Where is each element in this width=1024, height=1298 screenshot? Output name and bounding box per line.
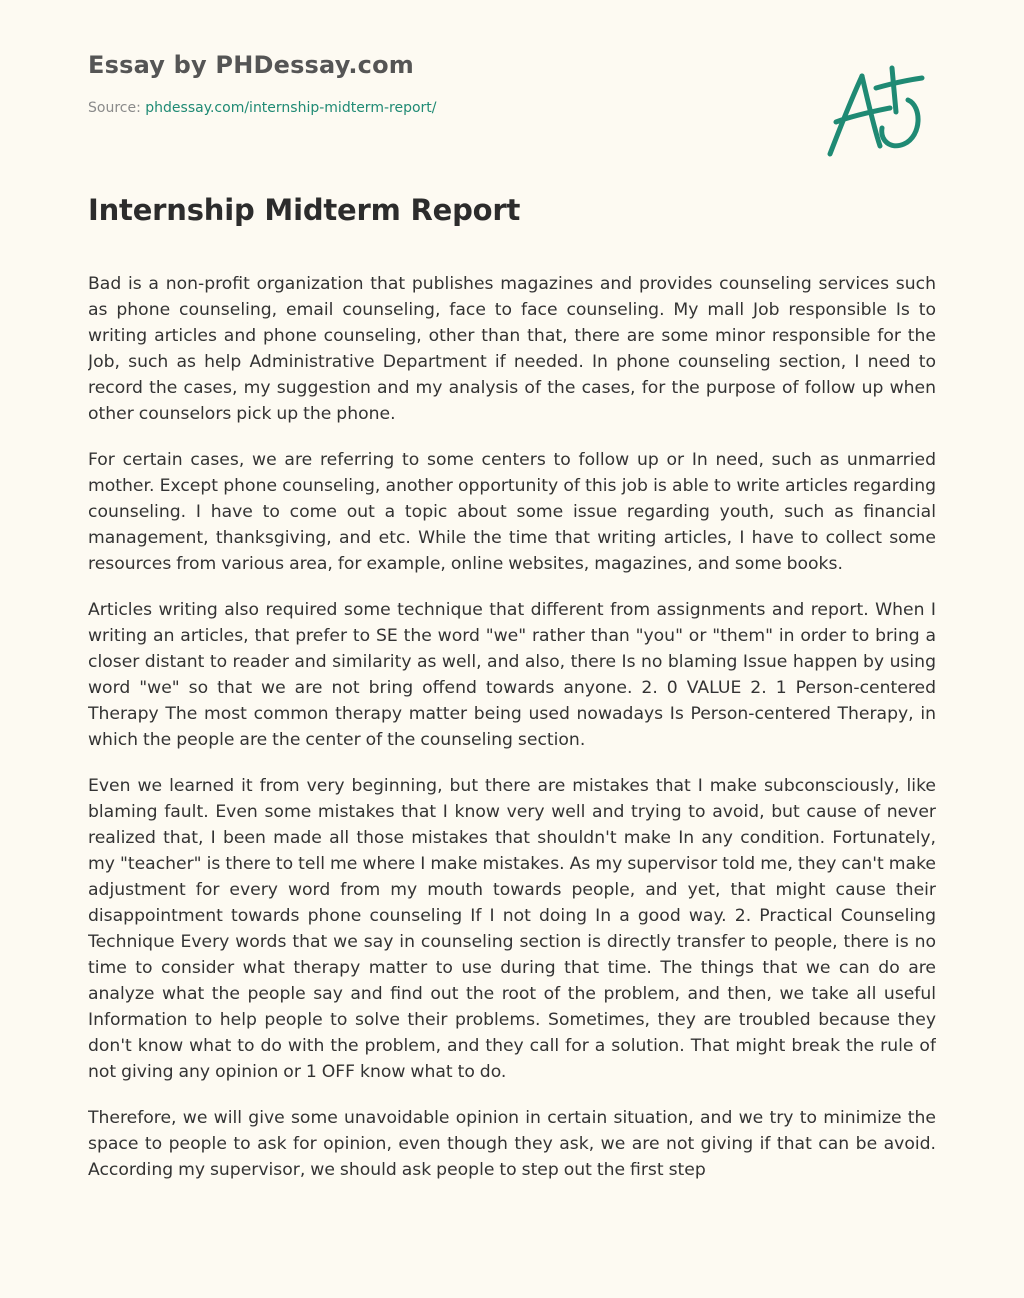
a-plus-logo-icon bbox=[818, 62, 938, 162]
paragraph-4: Even we learned it from very beginning, but there are mistakes that I make subconsciously, like blaming fault. Even some mistakes that I know very well and trying to avoid, but cause of never realized that, I been made all those mistakes that shouldn't make In any condition. Fortunately, my "teacher" is there to tell me where I make mistakes. As my supervisor told me, they can't make adjustment for every word from my mouth towards people, and yet, that might cause their disappointment towards phone counseling If I not doing In a good way. 2. Practical Counseling Technique Every words that we say in counseling section is directly transfer to people, there is no time to consider what therapy matter to use during that time. The things that we can do are analyze what the people say and find out the root of the problem, and then, we take all useful Information to help people to solve their problems. Sometimes, they are troubled because they don't know what to do with the problem, and they call for a solution. That might break the rule of not giving any opinion or 1 OFF know what to do. bbox=[88, 776, 936, 1082]
essay-body bbox=[88, 271, 936, 1251]
paragraph-1: Bad is a non-profit organization that publishes magazines and provides counseling services such as phone counseling, email counseling, face to face counseling. My mall Job responsible Is to writing articles and phone counseling, other than that, there are some minor responsible for the Job, such as help Administrative Department if needed. In phone counseling section, I need to record the cases, my suggestion and my analysis of the cases, for the purpose of follow up when other counselors pick up the phone. bbox=[88, 274, 936, 424]
essay-title: Internship Midterm Report bbox=[88, 193, 521, 227]
source-label: Source: bbox=[88, 100, 146, 116]
paragraph-3: Articles writing also required some technique that different from assignments and report. When I writing an articles, that prefer to SE the word "we" rather than "you" or "them" in order to bring a closer distant to reader and similarity as well, and also, there Is no blaming Issue happen by using word "we" so that we are not bring offend towards anyone. 2. 0 VALUE 2. 1 Person-centered Therapy The most common therapy matter being used nowadays Is Person-centered Therapy, in which the people are the center of the counseling section. bbox=[88, 600, 936, 750]
page-header bbox=[88, 48, 788, 118]
bottom-fade bbox=[0, 1240, 1024, 1298]
source-link[interactable]: phdessay.com/internship-midterm-report/ bbox=[145, 100, 437, 116]
paragraph-2: For certain cases, we are referring to some centers to follow up or In need, such as unmarried mother. Except phone counseling, another opportunity of this job is able to write articles regarding counseling. I have to come out a topic about some issue regarding youth, such as financial management, thanksgiving, and etc. While the time that writing articles, I have to collect some resources from various area, for example, online websites, magazines, and some books. bbox=[88, 450, 936, 574]
paragraph-5: Therefore, we will give some unavoidable opinion in certain situation, and we try to minimize the space to people to ask for opinion, even though they ask, we are not giving if that can be avoid. According my supervisor, we should ask people to step out the first step bbox=[88, 1108, 936, 1180]
site-name: Essay by PHDessay.com bbox=[88, 51, 414, 79]
source-line bbox=[88, 98, 788, 118]
